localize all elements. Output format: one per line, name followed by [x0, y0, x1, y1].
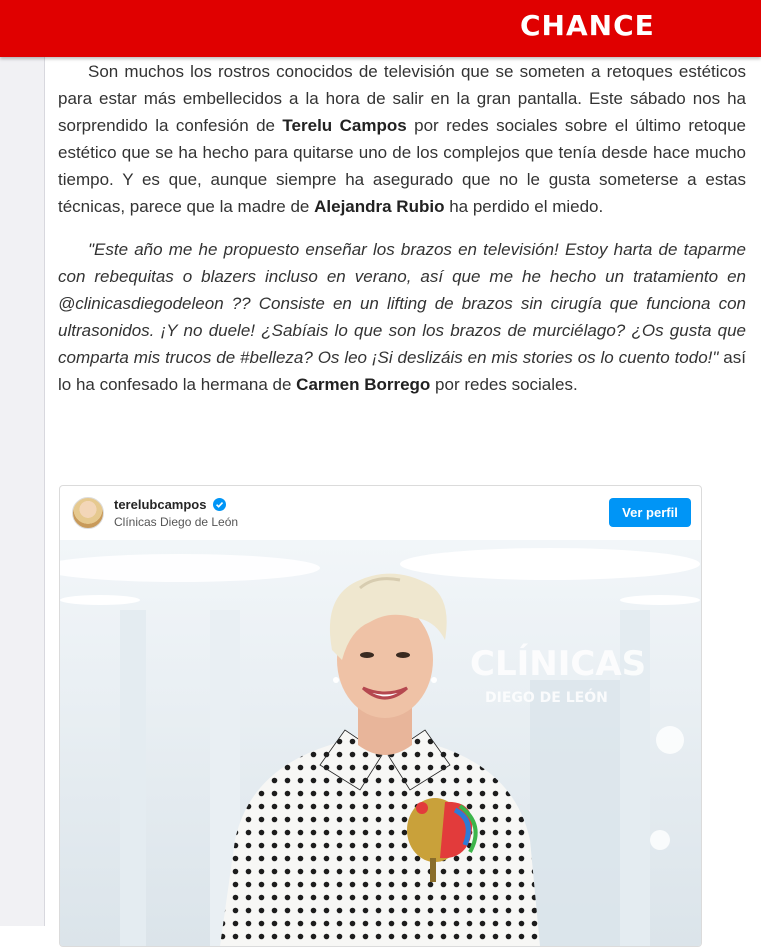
avatar[interactable] — [72, 497, 104, 529]
embed-location[interactable]: Clínicas Diego de León — [114, 515, 239, 529]
view-profile-button[interactable]: Ver perfil — [609, 498, 691, 527]
embed-username[interactable]: terelubcampos — [114, 497, 207, 512]
paragraph-1 — [58, 58, 746, 220]
quote-text: "Este año me he propuesto enseñar los brazos en televisión! Estoy harta de taparme con rebequitas o blazers incluso en verano, así que me he hecho un tratamiento en @clinicasdiegodeleon ?? Consiste en un lifting de brazos sin cirugía que funciona con ultrasonidos. ¡Y no duele! ¿Sabíais lo que son los brazos de murciélago? ¿Os gusta que comparta mis trucos de #belleza? Os leo ¡Si deslizáis en mis stories os lo cuento todo!" — [58, 240, 746, 367]
paragraph-2 — [58, 236, 746, 398]
site-header — [0, 0, 761, 57]
photo-illustration — [60, 540, 701, 946]
embed-username-row — [114, 497, 226, 512]
site-logo[interactable]: CHANCE — [520, 9, 655, 42]
verified-icon — [213, 498, 226, 511]
text: por redes sociales. — [430, 375, 578, 394]
text: ha perdido el miedo. — [444, 197, 604, 216]
clinic-sign-subtext: DIEGO DE LEÓN — [485, 690, 608, 706]
left-sidebar — [0, 57, 45, 926]
name-alejandra-rubio: Alejandra Rubio — [314, 197, 445, 216]
text: así lo ha confesado la hermana de — [58, 348, 746, 394]
embed-header — [60, 486, 701, 540]
name-terelu-campos: Terelu Campos — [282, 116, 407, 135]
text: por redes sociales sobre el último retoque estético que se ha hecho para quitarse uno de los complejos que tenía desde hace mucho tiempo. Y es que, aunque siempre ha asegurado que no le gusta someterse a estas técnicas, parece que la madre de — [58, 116, 746, 216]
text: Son muchos los rostros conocidos de televisión que se someten a retoques estéticos para estar más embellecidos a la hora de salir en la gran pantalla. Este sábado nos ha sorprendido la confesión de — [58, 62, 746, 135]
instagram-embed — [59, 485, 702, 947]
article-body — [58, 58, 746, 414]
clinic-sign-text: CLÍNICAS — [470, 644, 647, 684]
name-carmen-borrego: Carmen Borrego — [296, 375, 431, 394]
embed-photo[interactable] — [60, 540, 701, 946]
